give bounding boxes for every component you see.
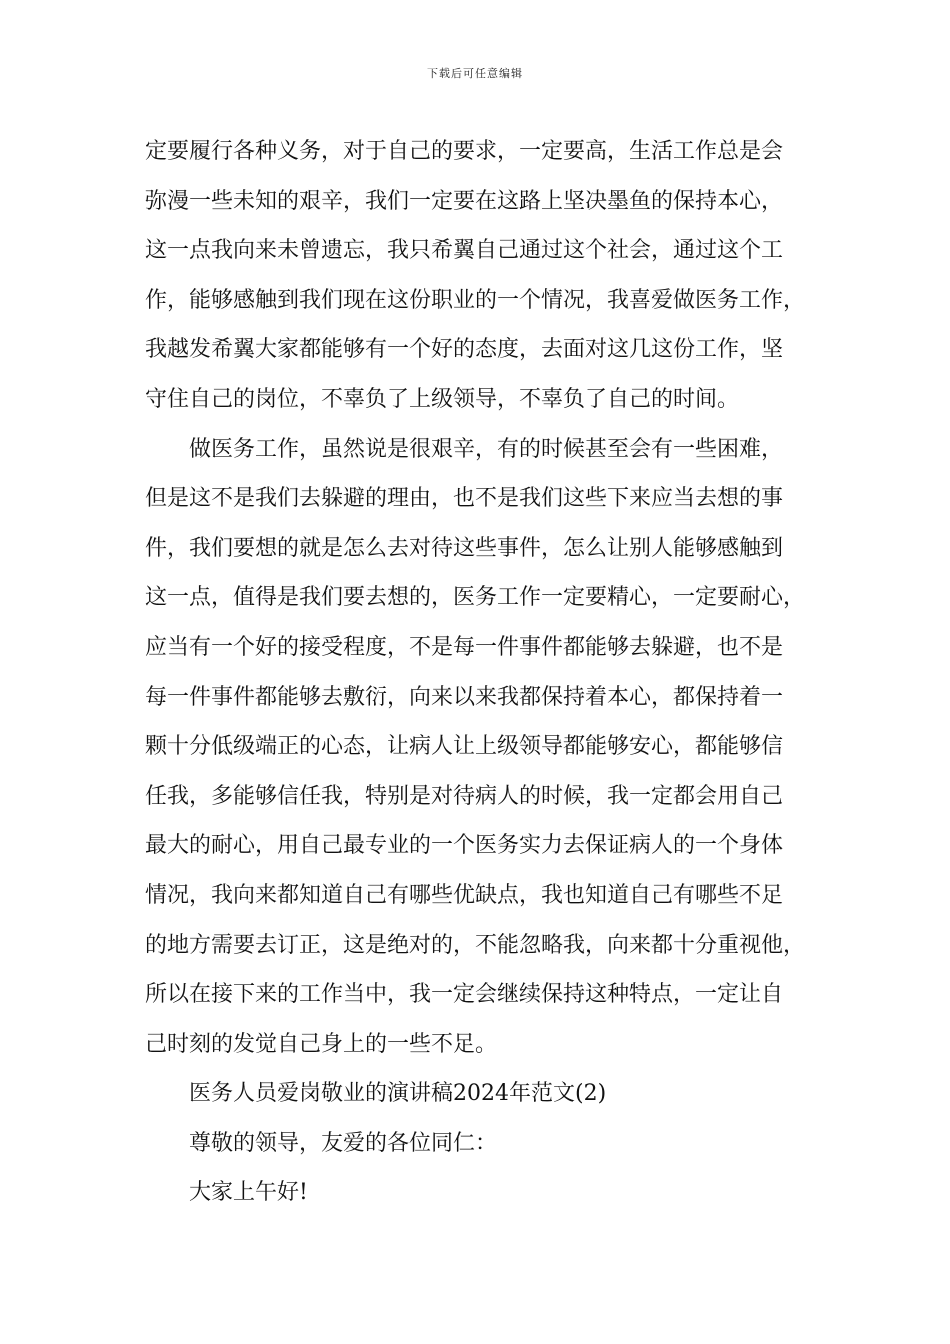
text-line: 己时刻的发觉自己身上的一些不足。 xyxy=(145,1031,498,1057)
paragraph xyxy=(145,425,805,1070)
text-line: 件，我们要想的就是怎么去对待这些事件，怎么让别人能够感触到 xyxy=(145,535,784,561)
text-line: 作，能够感触到我们现在这份职业的一个情况，我喜爱做医务工作， xyxy=(145,287,805,313)
paragraph xyxy=(145,127,805,425)
text-line: 情况，我向来都知道自己有哪些优缺点，我也知道自己有哪些不足 xyxy=(145,882,784,908)
text-line: 做医务工作，虽然说是很艰辛，有的时候甚至会有一些困难， xyxy=(189,436,784,462)
text-line: 的地方需要去订正，这是绝对的，不能忽略我，向来都十分重视他， xyxy=(145,932,805,958)
text-line: 颗十分低级端正的心态，让病人让上级领导都能够安心，都能够信 xyxy=(145,734,784,760)
text-line: 最大的耐心，用自己最专业的一个医务实力去保证病人的一个身体 xyxy=(145,833,784,859)
text-line: 每一件事件都能够去敷衍，向来以来我都保持着本心，都保持着一 xyxy=(145,684,784,710)
text-line: 这一点，值得是我们要去想的，医务工作一定要精心，一定要耐心， xyxy=(145,585,805,611)
greeting: 大家上午好! xyxy=(189,1180,308,1206)
text-line: 弥漫一些未知的艰辛，我们一定要在这路上坚决墨鱼的保持本心， xyxy=(145,188,784,214)
salutation: 尊敬的领导，友爱的各位同仁： xyxy=(189,1130,498,1156)
text-line: 任我，多能够信任我，特别是对待病人的时候，我一定都会用自己 xyxy=(145,783,784,809)
text-line: 我越发希翼大家都能够有一个好的态度，去面对这几这份工作，坚 xyxy=(145,337,784,363)
text-line: 但是这不是我们去躲避的理由，也不是我们这些下来应当去想的事 xyxy=(145,486,784,512)
speech-title: 医务人员爱岗敬业的演讲稿2024年范文(2) xyxy=(189,1081,607,1107)
text-line: 所以在接下来的工作当中，我一定会继续保持这种特点，一定让自 xyxy=(145,982,784,1008)
text-line: 应当有一个好的接受程度，不是每一件事件都能够去躲避，也不是 xyxy=(145,634,784,660)
document-body xyxy=(145,127,805,1218)
text-line: 定要履行各种义务，对于自己的要求，一定要高，生活工作总是会 xyxy=(145,139,784,164)
text-line: 守住自己的岗位，不辜负了上级领导，不辜负了自己的时间。 xyxy=(145,386,740,412)
page-header: 下载后可任意编辑 xyxy=(427,67,523,80)
text-line: 这一点我向来未曾遗忘，我只希翼自己通过这个社会，通过这个工 xyxy=(145,238,784,264)
